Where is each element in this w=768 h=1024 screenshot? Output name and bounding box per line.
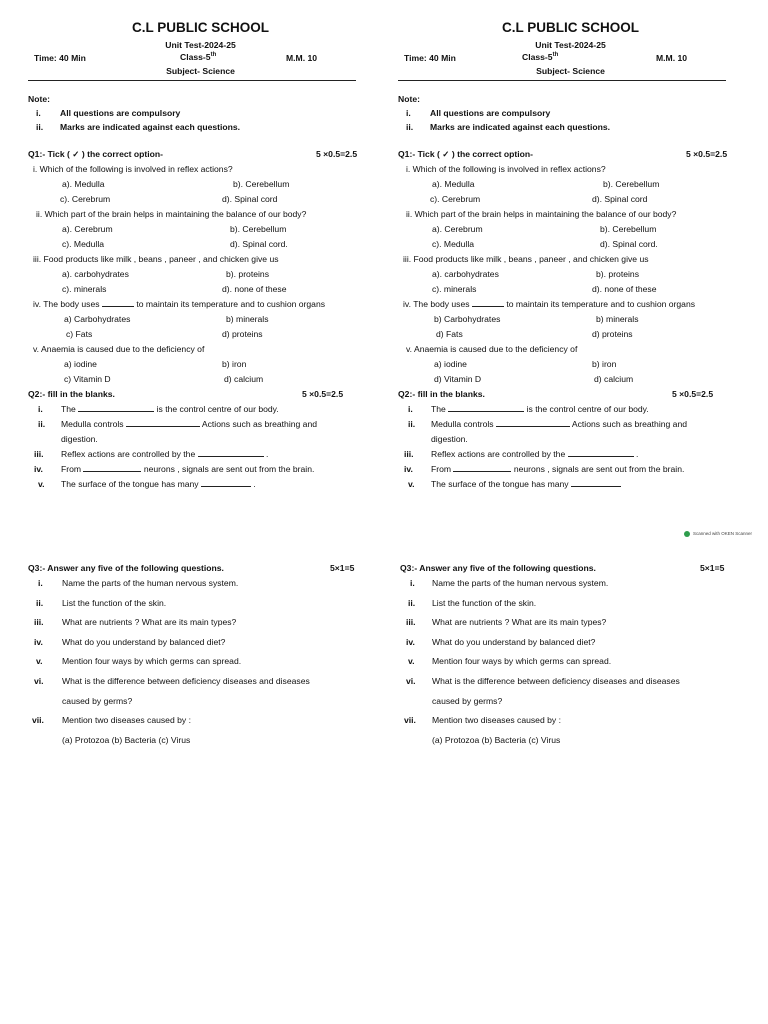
- q1-question: ii. Which part of the brain helps in maintaining the balance of our body?: [36, 209, 307, 219]
- q1-option: c). Cerebrum: [60, 194, 111, 204]
- q3-num: vii.: [32, 715, 44, 725]
- q1-option: d) calcium: [594, 374, 634, 384]
- q1-option: d). Spinal cord: [592, 194, 648, 204]
- q3-num: vii.: [404, 715, 416, 725]
- q1-option: a). carbohydrates: [432, 269, 499, 279]
- q3-item-cont: caused by germs?: [432, 696, 503, 706]
- q3-num: ii.: [408, 598, 416, 608]
- q1-option: b) iron: [222, 359, 247, 369]
- q3-num: i.: [410, 578, 415, 588]
- q1-option: c). minerals: [432, 284, 477, 294]
- note-text: All questions are compulsory: [60, 108, 181, 118]
- q3-item: What do you understand by balanced diet?: [432, 637, 596, 647]
- note-num: i.: [36, 108, 41, 118]
- note-num: ii.: [36, 122, 44, 132]
- q3-marks: 5×1=5: [330, 563, 355, 573]
- q2-item: The is the control centre of our body.: [61, 404, 279, 414]
- q3-item-cont: caused by germs?: [62, 696, 133, 706]
- note-text: Marks are indicated against each questions.: [430, 122, 611, 132]
- q2-item: Medulla controls Actions such as breathing and: [61, 419, 318, 429]
- q1-question: v. Anaemia is caused due to the deficiency of: [33, 344, 205, 354]
- q2-marks: 5 ×0.5=2.5: [672, 389, 714, 399]
- q3-item: What are nutrients ? What are its main types?: [432, 617, 607, 627]
- q1-option: d) proteins: [592, 329, 633, 339]
- q3-num: vi.: [406, 676, 416, 686]
- q1-question: ii. Which part of the brain helps in maintaining the balance of our body?: [406, 209, 677, 219]
- note-text: All questions are compulsory: [430, 108, 551, 118]
- q1-option: b) minerals: [596, 314, 639, 324]
- q3-item: Mention two diseases caused by :: [432, 715, 561, 725]
- q1-question: iv. The body uses to maintain its temperature and to cushion organs: [33, 299, 326, 309]
- q1-question: iii. Food products like milk , beans , paneer , and chicken give us: [33, 254, 279, 264]
- q3-num: iv.: [34, 637, 43, 647]
- q3-title: Q3:- Answer any five of the following questions.: [28, 563, 224, 573]
- q1-option: c). minerals: [62, 284, 107, 294]
- class: Class-5th: [522, 52, 559, 62]
- test-name: Unit Test-2024-25: [165, 40, 236, 50]
- q1-option: c) Vitamin D: [64, 374, 111, 384]
- q1-option: b). Cerebellum: [230, 224, 287, 234]
- q3-item: Name the parts of the human nervous system.: [432, 578, 609, 588]
- q1-option: d). Spinal cord.: [230, 239, 288, 249]
- q1-option: b). Cerebellum: [603, 179, 660, 189]
- q1-option: a) iodine: [64, 359, 97, 369]
- q2-marks: 5 ×0.5=2.5: [302, 389, 344, 399]
- note-title: Note:: [398, 94, 420, 104]
- q1-option: a). Cerebrum: [62, 224, 113, 234]
- scanner-watermark: Scanned with OKEN Scanner: [684, 531, 752, 537]
- note-num: ii.: [406, 122, 414, 132]
- q2-title: Q2:- fill in the blanks.: [398, 389, 485, 399]
- time: Time: 40 Min: [34, 53, 86, 63]
- q3-item: Name the parts of the human nervous system.: [62, 578, 239, 588]
- q1-option: d). Spinal cord: [222, 194, 278, 204]
- class: Class-5th: [180, 52, 217, 62]
- q1-option: d). none of these: [222, 284, 287, 294]
- q2-num: iv.: [34, 464, 43, 474]
- q3-item: Mention four ways by which germs can spread.: [432, 656, 612, 666]
- q3-title: Q3:- Answer any five of the following questions.: [400, 563, 596, 573]
- q1-marks: 5 ×0.5=2.5: [316, 149, 358, 159]
- q2-num: iii.: [404, 449, 414, 459]
- q3-item-cont: (a) Protozoa (b) Bacteria (c) Virus: [432, 735, 561, 745]
- q3-item: Mention two diseases caused by :: [62, 715, 191, 725]
- q1-option: a). Cerebrum: [432, 224, 483, 234]
- q1-option: d) Vitamin D: [434, 374, 482, 384]
- q1-question: i. Which of the following is involved in reflex actions?: [406, 164, 606, 174]
- max-marks: M.M. 10: [656, 53, 688, 63]
- q1-option: b) iron: [592, 359, 617, 369]
- q1-option: b). proteins: [596, 269, 639, 279]
- q1-option: a). Medulla: [62, 179, 105, 189]
- q1-option: c) Fats: [66, 329, 93, 339]
- school-name: C.L PUBLIC SCHOOL: [501, 20, 639, 35]
- q3-item: List the function of the skin.: [432, 598, 537, 608]
- q2-num: iii.: [34, 449, 44, 459]
- q2-title: Q2:- fill in the blanks.: [28, 389, 115, 399]
- q2-num: ii.: [408, 419, 416, 429]
- q2-num: ii.: [38, 419, 46, 429]
- divider: [28, 80, 356, 81]
- q3-num: i.: [38, 578, 43, 588]
- q2-item: Reflex actions are controlled by the .: [61, 449, 269, 459]
- q1-option: d) proteins: [222, 329, 263, 339]
- q2-item-cont: digestion.: [431, 434, 468, 444]
- q3-item-cont: (a) Protozoa (b) Bacteria (c) Virus: [62, 735, 191, 745]
- q1-title: Q1:- Tick ( ✓ ) the correct option-: [398, 149, 534, 159]
- q3-num: ii.: [36, 598, 44, 608]
- q1-marks: 5 ×0.5=2.5: [686, 149, 728, 159]
- q1-option: d) calcium: [224, 374, 264, 384]
- q3-num: v.: [408, 656, 415, 666]
- q1-title: Q1:- Tick ( ✓ ) the correct option-: [28, 149, 164, 159]
- max-marks: M.M. 10: [286, 53, 318, 63]
- q1-option: c). Medulla: [62, 239, 105, 249]
- q1-option: d) Fats: [436, 329, 463, 339]
- q2-num: i.: [408, 404, 413, 414]
- time: Time: 40 Min: [404, 53, 456, 63]
- q3-item: What are nutrients ? What are its main types?: [62, 617, 237, 627]
- q1-option: c). Medulla: [432, 239, 475, 249]
- q2-item: Reflex actions are controlled by the .: [431, 449, 639, 459]
- q2-item: The is the control centre of our body.: [431, 404, 649, 414]
- q1-option: c). Cerebrum: [430, 194, 481, 204]
- note-title: Note:: [28, 94, 50, 104]
- q2-item-cont: digestion.: [61, 434, 98, 444]
- q1-question: iv. The body uses to maintain its temperature and to cushion organs: [403, 299, 696, 309]
- q2-num: i.: [38, 404, 43, 414]
- q1-option: a). carbohydrates: [62, 269, 129, 279]
- q3-num: iii.: [34, 617, 44, 627]
- q3-item: What is the difference between deficiency diseases and diseases: [62, 676, 310, 686]
- q1-option: a) Carbohydrates: [64, 314, 131, 324]
- scanner-logo-icon: [684, 531, 690, 537]
- q2-item: From neurons , signals are sent out from the brain.: [431, 464, 685, 474]
- subject: Subject- Science: [536, 66, 605, 76]
- note-num: i.: [406, 108, 411, 118]
- q1-option: d). none of these: [592, 284, 657, 294]
- q1-option: b) minerals: [226, 314, 269, 324]
- q3-item: What do you understand by balanced diet?: [62, 637, 226, 647]
- q2-item: Medulla controls Actions such as breathing and: [431, 419, 688, 429]
- note-text: Marks are indicated against each questions.: [60, 122, 241, 132]
- q3-num: iii.: [406, 617, 416, 627]
- q1-option: b). Cerebellum: [233, 179, 290, 189]
- test-name: Unit Test-2024-25: [535, 40, 606, 50]
- q1-option: a). Medulla: [432, 179, 475, 189]
- subject: Subject- Science: [166, 66, 235, 76]
- q1-option: a) iodine: [434, 359, 467, 369]
- q3-marks: 5×1=5: [700, 563, 725, 573]
- divider: [398, 80, 726, 81]
- school-name: C.L PUBLIC SCHOOL: [131, 20, 269, 35]
- q3-item: List the function of the skin.: [62, 598, 167, 608]
- q3-num: v.: [36, 656, 43, 666]
- q2-num: v.: [38, 479, 45, 489]
- q3-num: vi.: [34, 676, 44, 686]
- q1-question: iii. Food products like milk , beans , paneer , and chicken give us: [403, 254, 649, 264]
- q3-num: iv.: [406, 637, 415, 647]
- q1-option: d). Spinal cord.: [600, 239, 658, 249]
- q3-item: What is the difference between deficiency diseases and diseases: [432, 676, 680, 686]
- q2-num: iv.: [404, 464, 413, 474]
- q1-option: b). proteins: [226, 269, 269, 279]
- q2-item: The surface of the tongue has many .: [61, 479, 256, 489]
- q1-question: v. Anaemia is caused due to the deficiency of: [406, 344, 578, 354]
- q2-item: The surface of the tongue has many: [431, 479, 621, 489]
- q1-option: b) Carbohydrates: [434, 314, 501, 324]
- q2-num: v.: [408, 479, 415, 489]
- q1-option: b). Cerebellum: [600, 224, 657, 234]
- q2-item: From neurons , signals are sent out from the brain.: [61, 464, 315, 474]
- q3-item: Mention four ways by which germs can spread.: [62, 656, 242, 666]
- q1-question: i. Which of the following is involved in reflex actions?: [33, 164, 233, 174]
